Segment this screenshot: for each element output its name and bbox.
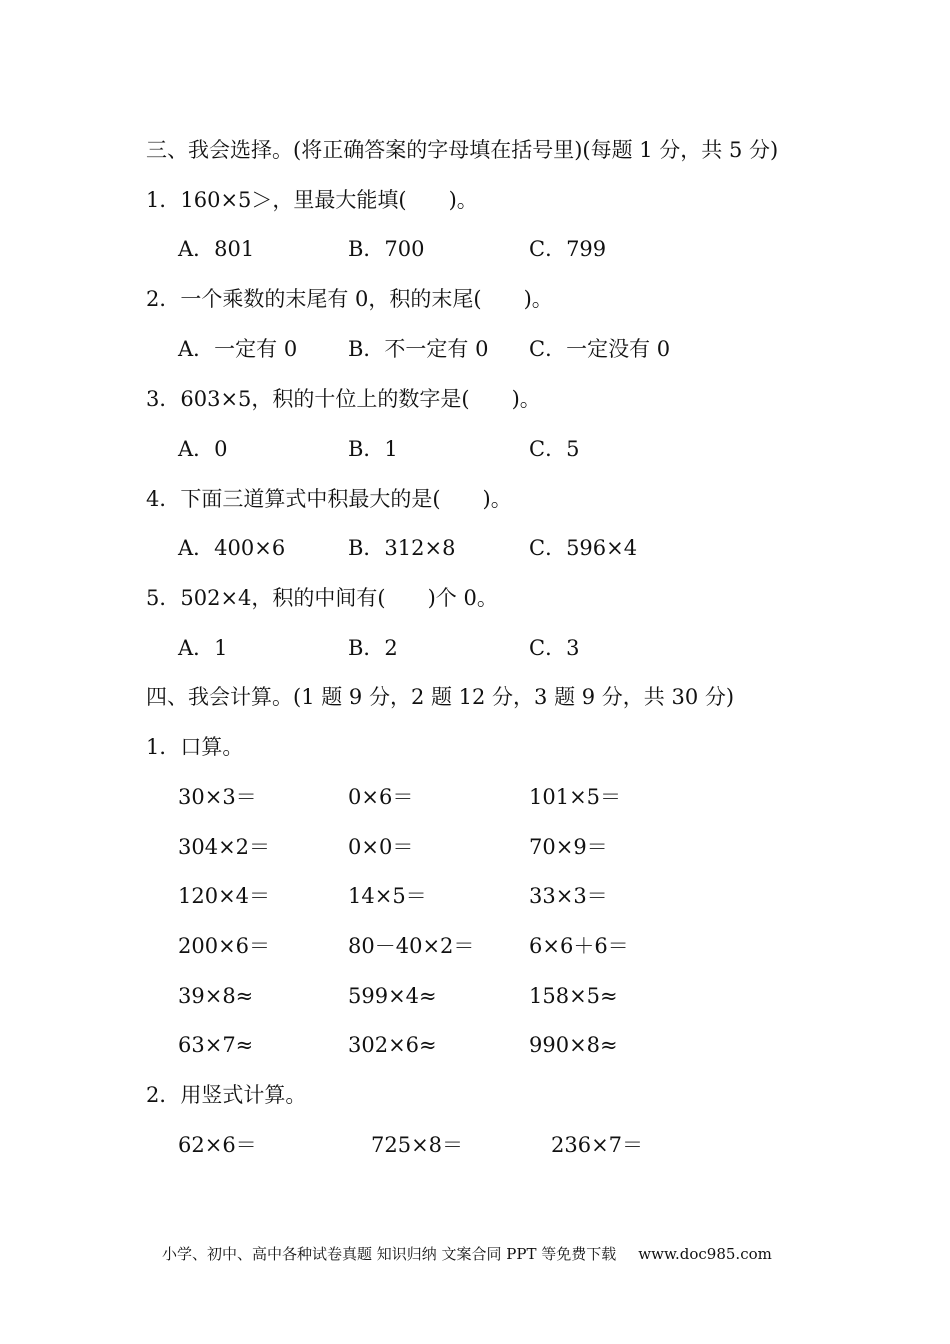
question-1-option-b: B．700 bbox=[348, 237, 425, 261]
mental-calc-item: 6×6＋6＝ bbox=[529, 934, 629, 958]
question-5-option-c: C．3 bbox=[529, 636, 580, 660]
mental-calc-item: 304×2＝ bbox=[178, 835, 271, 859]
question-5-option-b: B．2 bbox=[348, 636, 398, 660]
mental-calc-item: 33×3＝ bbox=[529, 884, 608, 908]
question-2-option-b: B．不一定有 0 bbox=[348, 337, 489, 361]
mental-calc-item: 70×9＝ bbox=[529, 835, 608, 859]
mental-calc-item: 30×3＝ bbox=[178, 785, 257, 809]
question-4-stem: 4．下面三道算式中积最大的是( )。 bbox=[146, 487, 512, 511]
footer-url[interactable]: www.doc985.com bbox=[638, 1245, 772, 1263]
mental-calc-item: 80－40×2＝ bbox=[348, 934, 475, 958]
question-1-option-c: C．799 bbox=[529, 237, 607, 261]
mental-calc-item: 158×5≈ bbox=[529, 984, 618, 1008]
question-4-option-a: A．400×6 bbox=[178, 536, 286, 560]
question-5-option-a: A．1 bbox=[178, 636, 228, 660]
mental-calc-item: 101×5＝ bbox=[529, 785, 622, 809]
page-footer bbox=[162, 1243, 772, 1265]
question-2-stem: 2．一个乘数的末尾有 0，积的末尾( )。 bbox=[146, 287, 553, 311]
question-4-option-b: B．312×8 bbox=[348, 536, 456, 560]
mental-calc-item: 0×0＝ bbox=[348, 835, 414, 859]
question-1-option-a: A．801 bbox=[178, 237, 255, 261]
section-4-title: 四、我会计算。(1 题 9 分，2 题 12 分，3 题 9 分，共 30 分) bbox=[146, 685, 735, 709]
mental-calc-item: 200×6＝ bbox=[178, 934, 271, 958]
vertical-calc-item: 236×7＝ bbox=[551, 1133, 644, 1157]
mental-calc-item: 599×4≈ bbox=[348, 984, 437, 1008]
part-1-title: 1．口算。 bbox=[146, 735, 244, 759]
mental-calc-item: 0×6＝ bbox=[348, 785, 414, 809]
vertical-calc-item: 725×8＝ bbox=[371, 1133, 464, 1157]
mental-calc-item: 990×8≈ bbox=[529, 1033, 618, 1057]
question-3-option-c: C．5 bbox=[529, 437, 580, 461]
question-1-stem: 1．160×5＞，里最大能填( )。 bbox=[146, 188, 478, 212]
mental-calc-item: 14×5＝ bbox=[348, 884, 427, 908]
question-2-option-c: C．一定没有 0 bbox=[529, 337, 671, 361]
mental-calc-item: 63×7≈ bbox=[178, 1033, 254, 1057]
question-4-option-c: C．596×4 bbox=[529, 536, 638, 560]
question-3-stem: 3．603×5，积的十位上的数字是( )。 bbox=[146, 387, 541, 411]
footer-text: 小学、初中、高中各种试卷真题 知识归纳 文案合同 PPT 等免费下载 bbox=[162, 1245, 617, 1263]
question-2-option-a: A．一定有 0 bbox=[178, 337, 298, 361]
question-5-stem: 5．502×4，积的中间有( )个 0。 bbox=[146, 586, 498, 610]
mental-calc-item: 120×4＝ bbox=[178, 884, 271, 908]
mental-calc-item: 39×8≈ bbox=[178, 984, 254, 1008]
section-3-title: 三、我会选择。(将正确答案的字母填在括号里)(每题 1 分，共 5 分) bbox=[146, 138, 779, 162]
question-3-option-b: B．1 bbox=[348, 437, 398, 461]
part-2-title: 2．用竖式计算。 bbox=[146, 1083, 307, 1107]
vertical-calc-item: 62×6＝ bbox=[178, 1133, 257, 1157]
question-3-option-a: A．0 bbox=[178, 437, 228, 461]
mental-calc-item: 302×6≈ bbox=[348, 1033, 437, 1057]
